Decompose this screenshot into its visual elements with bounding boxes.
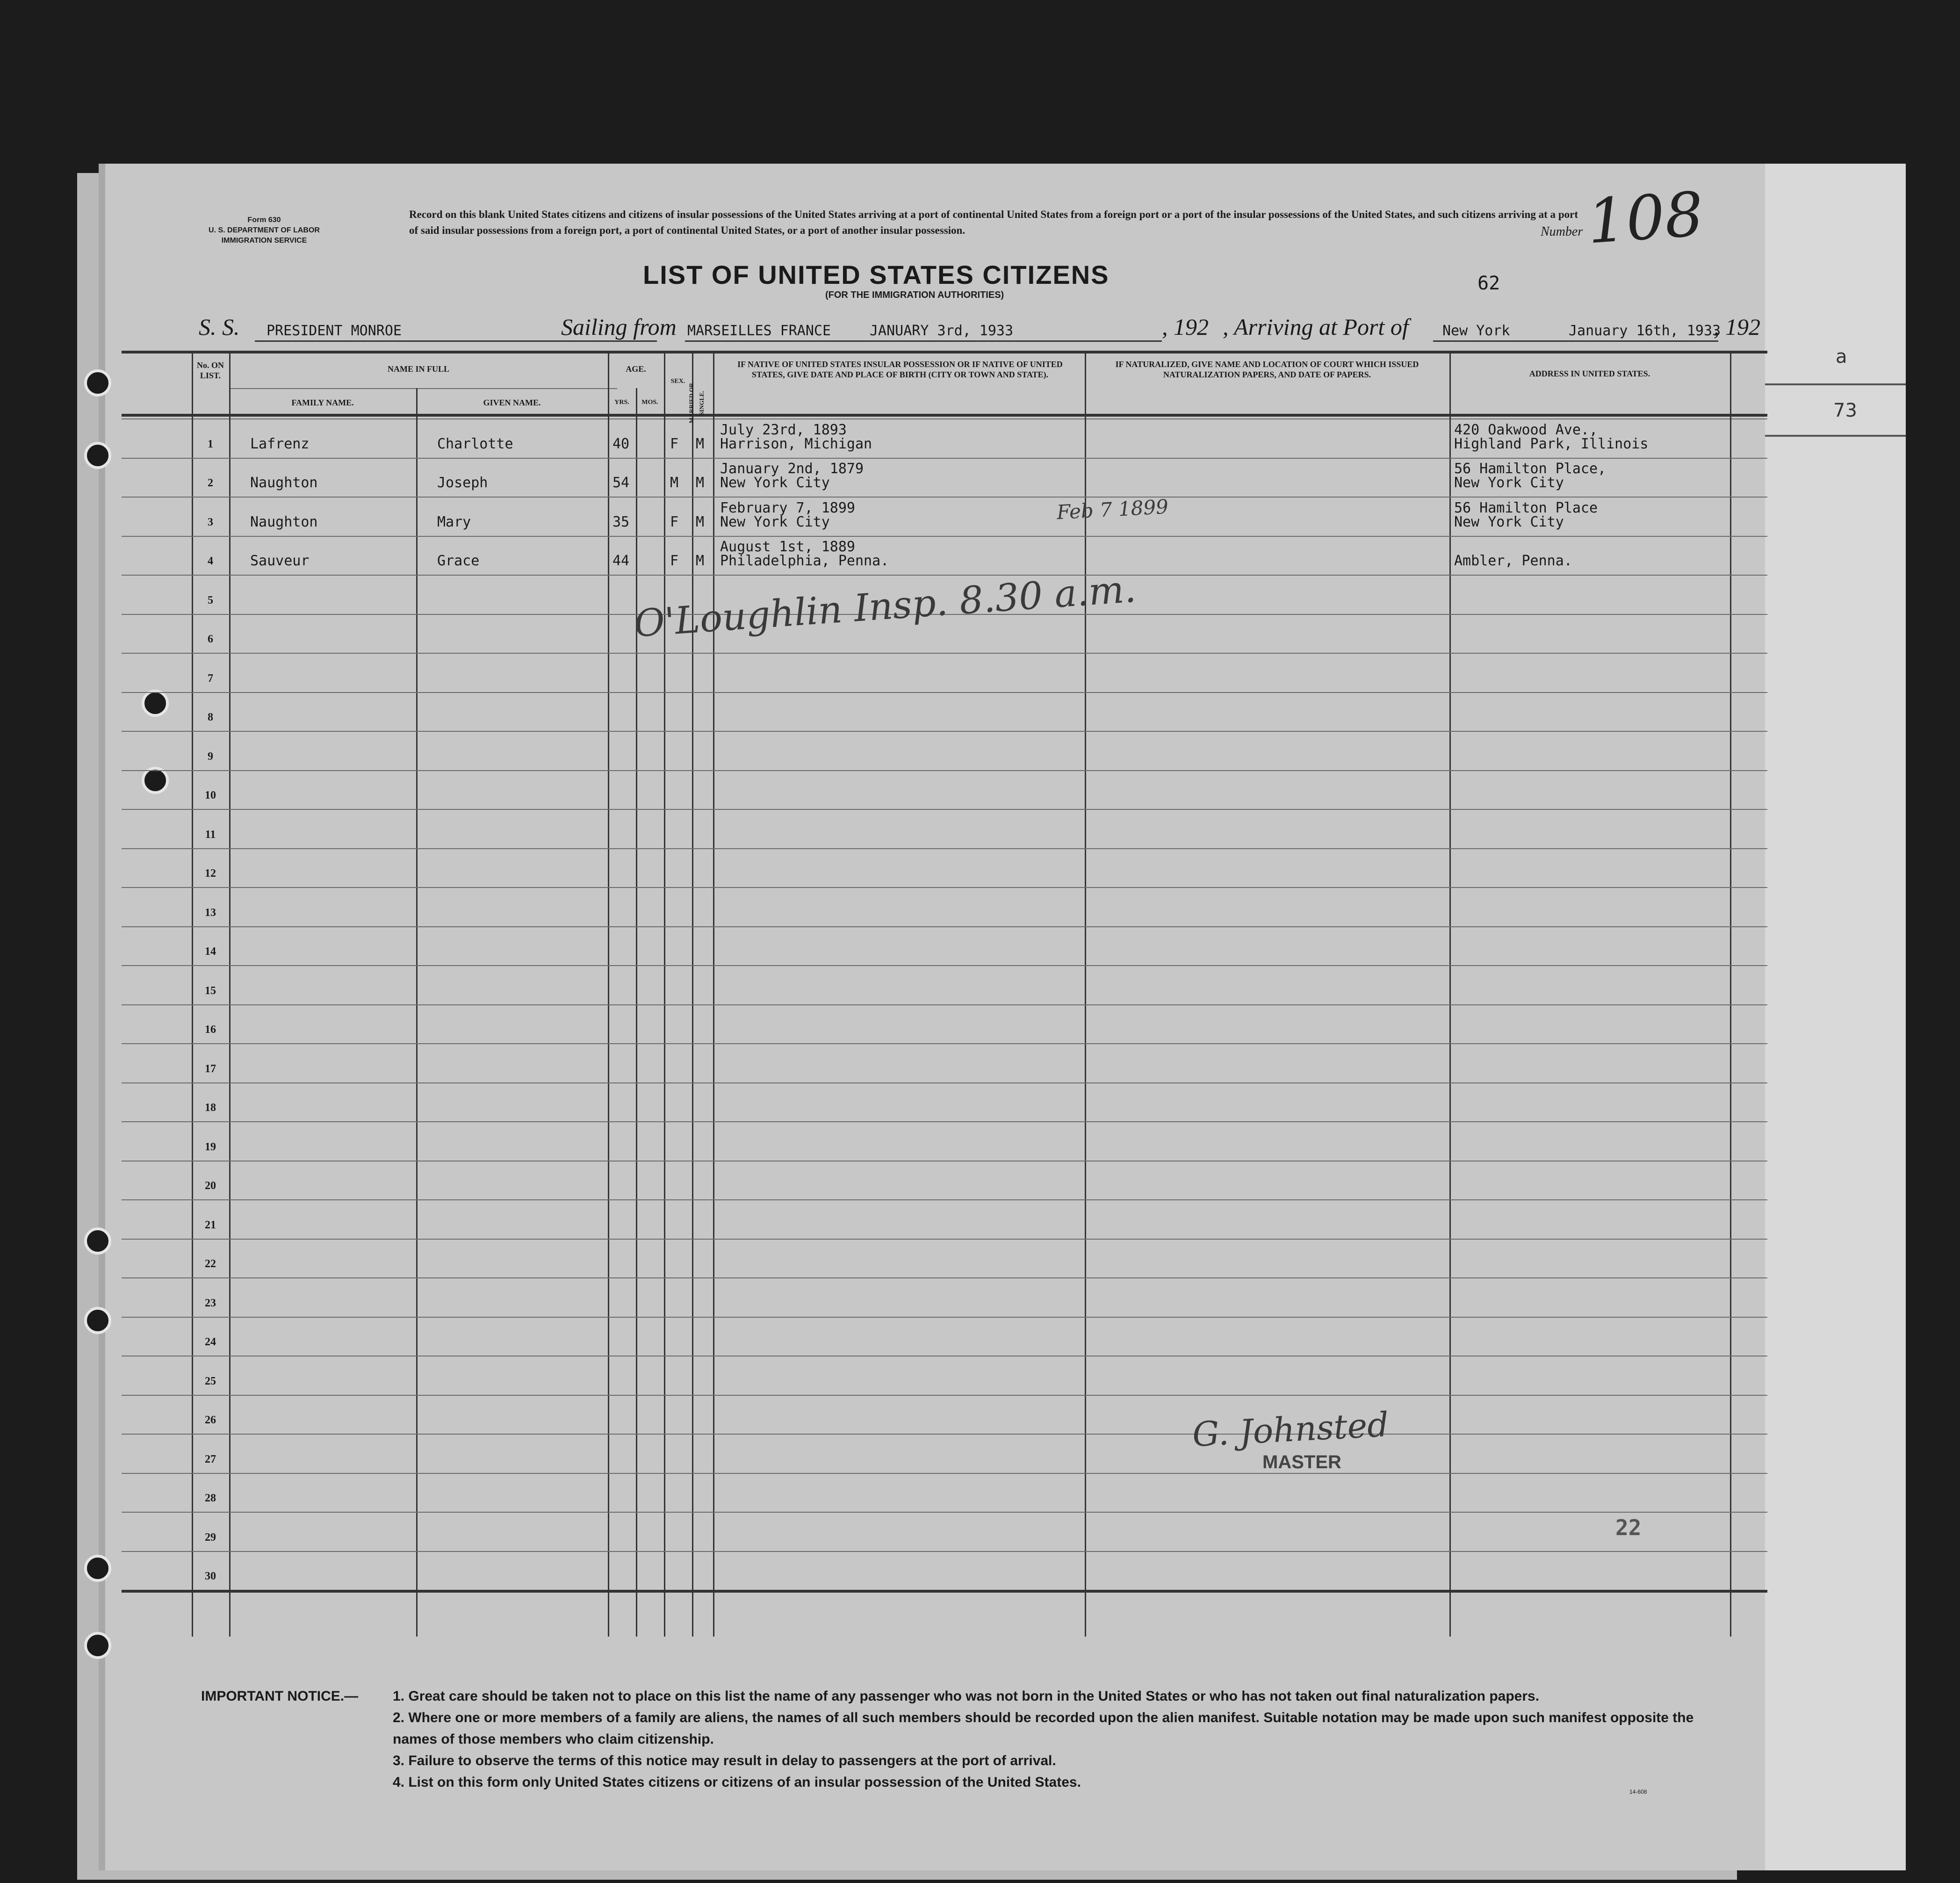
row-rule bbox=[122, 1512, 1767, 1513]
row-number: 16 bbox=[205, 1024, 216, 1036]
row-number: 25 bbox=[205, 1375, 216, 1387]
passenger-sex: F bbox=[670, 513, 679, 530]
passenger-family-name: Naughton bbox=[250, 513, 318, 530]
notice-heading: IMPORTANT NOTICE.— bbox=[201, 1688, 359, 1704]
punch-hole bbox=[84, 442, 111, 469]
handwritten-inspector-note: O'Loughlin Insp. 8.30 a.m. bbox=[633, 567, 1138, 646]
header-birth: IF NATIVE OF UNITED STATES INSULAR POSSESSION OR IF NATIVE OF UNITED STATES, GIVE DATE AND PLACE OF BIRTH (CITY OR TOWN AND STATE). bbox=[737, 360, 1063, 379]
table-bottom-rule bbox=[122, 1590, 1767, 1593]
sailing-date: JANUARY 3rd, 1933 bbox=[870, 323, 1014, 339]
row-number: 14 bbox=[205, 945, 216, 958]
number-label: Number bbox=[1541, 224, 1583, 239]
passenger-address-line: 420 Oakwood Ave., bbox=[1454, 421, 1598, 438]
passenger-address-line: 56 Hamilton Place, bbox=[1454, 461, 1607, 477]
row-rule bbox=[122, 497, 1767, 498]
page-number: 62 bbox=[1477, 273, 1500, 294]
header-given-name: GIVEN NAME. bbox=[483, 398, 541, 407]
header-name-in-full: NAME IN FULL bbox=[387, 364, 449, 374]
sailing-underline bbox=[685, 340, 1162, 342]
stamp-number: 22 bbox=[1615, 1515, 1642, 1540]
row-number: 5 bbox=[208, 594, 213, 606]
passenger-marital-status: M bbox=[696, 435, 705, 452]
row-number: 30 bbox=[205, 1570, 216, 1582]
passenger-table bbox=[122, 351, 1767, 1637]
punch-hole bbox=[84, 1632, 111, 1659]
row-rule bbox=[122, 1551, 1767, 1552]
passenger-family-name: Lafrenz bbox=[250, 435, 310, 452]
header-no-on-list: No. ON LIST. bbox=[197, 361, 224, 380]
header-naturalized: IF NATURALIZED, GIVE NAME AND LOCATION OF COURT WHICH ISSUED NATURALIZATION PAPERS, AND DATE OF PAPERS. bbox=[1115, 360, 1419, 379]
passenger-birth-place: New York City bbox=[720, 475, 830, 491]
row-rule bbox=[122, 1317, 1767, 1318]
col-rule bbox=[608, 351, 609, 1637]
row-rule bbox=[122, 653, 1767, 654]
row-number: 13 bbox=[205, 906, 216, 919]
passenger-age: 40 bbox=[612, 435, 630, 452]
master-stamp: MASTER bbox=[1262, 1452, 1341, 1472]
row-number: 8 bbox=[208, 711, 213, 723]
passenger-sex: M bbox=[670, 475, 679, 491]
form-code: 14-608 bbox=[1629, 1789, 1647, 1795]
col-rule bbox=[1449, 351, 1451, 1637]
row-rule bbox=[122, 1161, 1767, 1162]
header-bottom-rule-2 bbox=[122, 418, 1767, 419]
passenger-family-name: Sauveur bbox=[250, 553, 310, 569]
row-rule bbox=[122, 1043, 1767, 1044]
row-rule bbox=[122, 926, 1767, 927]
row-number: 20 bbox=[205, 1180, 216, 1192]
row-number: 10 bbox=[205, 789, 216, 801]
row-rule bbox=[122, 458, 1767, 459]
passenger-age: 35 bbox=[612, 513, 630, 530]
passenger-age: 44 bbox=[612, 553, 630, 569]
passenger-birth-place: Harrison, Michigan bbox=[720, 435, 872, 452]
row-rule bbox=[122, 1082, 1767, 1083]
page-title: LIST OF UNITED STATES CITIZENS bbox=[643, 260, 1110, 289]
row-number: 19 bbox=[205, 1140, 216, 1153]
row-rule bbox=[122, 575, 1767, 576]
passenger-marital-status: M bbox=[696, 513, 705, 530]
row-number: 1 bbox=[208, 438, 213, 450]
row-number: 3 bbox=[208, 516, 213, 528]
handwritten-correction: Feb 7 1899 bbox=[1056, 495, 1169, 524]
passenger-sex: F bbox=[670, 553, 679, 569]
header-address: ADDRESS IN UNITED STATES. bbox=[1529, 369, 1650, 378]
passenger-birth-date: August 1st, 1889 bbox=[720, 539, 855, 555]
passenger-family-name: Naughton bbox=[250, 475, 318, 491]
passenger-address-line: Highland Park, Illinois bbox=[1454, 435, 1649, 452]
row-number: 21 bbox=[205, 1219, 216, 1231]
row-number: 15 bbox=[205, 984, 216, 997]
col-rule bbox=[713, 351, 714, 1637]
col-rule bbox=[664, 351, 665, 1637]
row-number: 2 bbox=[208, 477, 213, 489]
notice-item: 1. Great care should be taken not to place on this list the name of any passenger who was not born in the United States or who has not taken out final naturalization papers. bbox=[393, 1688, 1540, 1704]
row-number: 12 bbox=[205, 867, 216, 880]
row-number: 27 bbox=[205, 1453, 216, 1465]
row-number: 26 bbox=[205, 1414, 216, 1426]
sailing-year: , 192 bbox=[1162, 314, 1209, 340]
page-subtitle: (FOR THE IMMIGRATION AUTHORITIES) bbox=[825, 290, 1004, 300]
passenger-birth-date: February 7, 1899 bbox=[720, 499, 855, 516]
passenger-address-line: New York City bbox=[1454, 513, 1564, 530]
arrival-underline bbox=[1433, 340, 1718, 342]
col-rule bbox=[1085, 351, 1086, 1637]
punch-hole bbox=[84, 1555, 111, 1582]
row-rule bbox=[122, 1277, 1767, 1278]
row-rule bbox=[122, 809, 1767, 810]
header-age-years: YRS. bbox=[614, 399, 629, 406]
back-sheet-mark: a bbox=[1836, 346, 1847, 368]
passenger-marital-status: M bbox=[696, 553, 705, 569]
passenger-given-name: Charlotte bbox=[437, 435, 513, 452]
header-marital: MARRIED OR SINGLE. bbox=[688, 382, 705, 424]
row-rule bbox=[122, 1239, 1767, 1240]
form-number: Form 630 bbox=[247, 216, 281, 224]
header-family-name: FAMILY NAME. bbox=[291, 398, 354, 407]
passenger-given-name: Mary bbox=[437, 513, 471, 530]
row-number: 9 bbox=[208, 750, 213, 763]
row-rule bbox=[122, 848, 1767, 849]
col-rule bbox=[1730, 351, 1731, 1637]
notice-item: 2. Where one or more members of a family are aliens, the names of all such members should be recorded upon the alien manifest. Suitable notation may be made upon such manifest opposite the names of those members who claim citizenship. bbox=[393, 1710, 1694, 1747]
name-subheader-rule bbox=[229, 388, 617, 389]
passenger-marital-status: M bbox=[696, 475, 705, 491]
row-rule bbox=[122, 536, 1767, 537]
arrival-year: , 192 bbox=[1714, 314, 1760, 340]
row-rule bbox=[122, 1004, 1767, 1005]
row-rule bbox=[122, 887, 1767, 888]
passenger-birth-date: July 23rd, 1893 bbox=[720, 421, 847, 438]
form-instructions: Record on this blank United States citizens and citizens of insular possessions of the United States arriving at a port of continental United States from a foreign port or a port of the insular possessions of the United States, and such citizens arriving at a port of said insular possessions from a foreign port, a port of continental United States, or a port of another insular possession. bbox=[409, 209, 1578, 236]
row-number: 17 bbox=[205, 1062, 216, 1075]
row-number: 4 bbox=[208, 555, 213, 567]
passenger-age: 54 bbox=[612, 475, 630, 491]
table-top-rule bbox=[122, 351, 1767, 354]
header-sex: SEX. bbox=[670, 378, 685, 385]
notice-item: 4. List on this form only United States citizens or citizens of an insular possession of the United States. bbox=[393, 1775, 1081, 1790]
row-number: 24 bbox=[205, 1336, 216, 1348]
row-rule bbox=[122, 692, 1767, 693]
punch-hole bbox=[84, 369, 111, 397]
passenger-address-line: Ambler, Penna. bbox=[1454, 553, 1572, 569]
ship-name: PRESIDENT MONROE bbox=[267, 323, 402, 339]
row-number: 29 bbox=[205, 1531, 216, 1544]
row-rule bbox=[122, 1121, 1767, 1122]
notice-items bbox=[393, 1686, 1739, 1793]
header-bottom-rule bbox=[122, 414, 1767, 417]
arrival-port: New York bbox=[1442, 323, 1510, 339]
row-rule bbox=[122, 1395, 1767, 1396]
row-number: 22 bbox=[205, 1258, 216, 1270]
passenger-given-name: Grace bbox=[437, 553, 480, 569]
sailing-port: MARSEILLES FRANCE bbox=[687, 323, 831, 339]
service-name: IMMIGRATION SERVICE bbox=[221, 237, 307, 245]
row-rule bbox=[122, 731, 1767, 732]
notice-item: 3. Failure to observe the terms of this notice may result in delay to passengers at the port of arrival. bbox=[393, 1753, 1056, 1768]
punch-hole bbox=[84, 1227, 111, 1255]
col-rule bbox=[192, 351, 193, 1637]
form-identification bbox=[157, 215, 372, 246]
col-rule bbox=[229, 351, 231, 1637]
passenger-birth-date: January 2nd, 1879 bbox=[720, 461, 864, 477]
row-rule bbox=[122, 965, 1767, 966]
row-rule bbox=[122, 770, 1767, 771]
header-age: AGE. bbox=[626, 364, 646, 374]
row-rule bbox=[122, 1434, 1767, 1435]
row-number: 28 bbox=[205, 1492, 216, 1504]
row-number: 6 bbox=[208, 633, 213, 645]
back-sheet-mark: 73 bbox=[1833, 400, 1857, 421]
row-number: 11 bbox=[205, 828, 216, 841]
list-number-handwritten: 108 bbox=[1585, 178, 1706, 258]
passenger-address-line: 56 Hamilton Place bbox=[1454, 499, 1598, 516]
row-rule bbox=[122, 1473, 1767, 1474]
row-number: 23 bbox=[205, 1297, 216, 1309]
master-signature: G. Johnsted bbox=[1191, 1405, 1390, 1454]
col-rule bbox=[692, 351, 693, 1637]
ss-label: S. S. bbox=[199, 314, 240, 340]
arrival-date: January 16th, 1933 bbox=[1569, 323, 1721, 339]
department-name: U. S. DEPARTMENT OF LABOR bbox=[209, 226, 320, 234]
passenger-sex: F bbox=[670, 435, 679, 452]
manifest-page bbox=[105, 164, 1765, 1870]
row-number: 18 bbox=[205, 1102, 216, 1114]
passenger-birth-place: Philadelphia, Penna. bbox=[720, 553, 889, 569]
row-rule bbox=[122, 1199, 1767, 1200]
header-age-months: MOS. bbox=[641, 399, 658, 406]
passenger-address-line: New York City bbox=[1454, 475, 1564, 491]
sailing-label: Sailing from bbox=[561, 314, 677, 340]
passenger-given-name: Joseph bbox=[437, 475, 488, 491]
punch-hole bbox=[84, 1307, 111, 1334]
row-number: 7 bbox=[208, 672, 213, 685]
passenger-birth-place: New York City bbox=[720, 513, 830, 530]
arriving-label: , Arriving at Port of bbox=[1223, 314, 1409, 340]
